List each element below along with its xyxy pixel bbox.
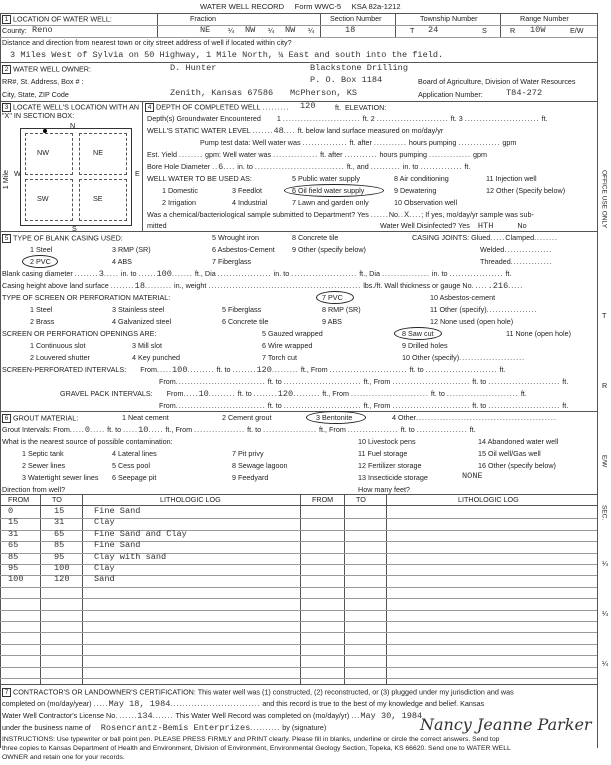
src-5: 5 Cess pool xyxy=(112,461,150,470)
form-title xyxy=(200,3,401,12)
src-3: 3 Watertight sewer lines xyxy=(22,473,99,482)
screen-1: 1 Steel xyxy=(30,305,53,314)
yield-line: Est. Yield ........ gpm: Well water was ............... ft. after ........... hours pumping .............. gpm xyxy=(147,150,487,159)
gravel-from-value: 10 xyxy=(198,389,209,399)
screen-6: 6 Concrete tile xyxy=(222,317,269,326)
screen-7-circle xyxy=(316,291,354,304)
side-q1: ¼ xyxy=(602,559,608,568)
gravel-line-1: GRAVEL PACK INTERVALS: From.....10......... ft. to ........120......... ft., From .......................... ft. to ........................ ft. xyxy=(60,389,527,399)
grout-label: 6 GROUT MATERIAL: xyxy=(2,414,78,423)
use-3: 3 Feedlot xyxy=(232,186,262,195)
box-value: P. O. Box 1184 xyxy=(310,75,383,85)
chem-x: X xyxy=(404,210,410,220)
threaded-label: Threaded.............. xyxy=(480,257,553,266)
src-13: 13 Insecticide storage xyxy=(358,473,428,482)
log-from-cell: 85 xyxy=(8,551,19,562)
dir-label: Direction from well? xyxy=(2,485,66,494)
open-1: 1 Continuous slot xyxy=(30,341,86,350)
screen-8: 8 RMP (SR) xyxy=(322,305,361,314)
casing-7: 7 Fiberglass xyxy=(212,257,252,266)
se-label: SE xyxy=(93,194,103,203)
side-q3: ¼ xyxy=(602,659,608,668)
log-description-cell: Fine Sand xyxy=(94,506,141,516)
use-6: 6 Oil field water supply xyxy=(292,186,365,195)
use-9: 9 Dewatering xyxy=(394,186,437,195)
log-to-cell: 100 xyxy=(54,563,70,573)
log-rule xyxy=(0,530,597,531)
quarter-1: ¼ xyxy=(228,26,234,35)
disinf-value: HTH xyxy=(477,221,494,231)
business-line: under the business name of Rosencrantz-Bemis Enterprizes.......... by (signature) xyxy=(2,723,327,733)
section-box xyxy=(20,128,132,226)
gw-line: Depth(s) Groundwater Encountered 1 .......................... ft. 2 ........................ ft. 3 ......................... ft. xyxy=(147,114,548,123)
section-label: Section Number xyxy=(330,14,382,23)
src-6: 6 Seepage pit xyxy=(112,473,157,482)
open-3: 3 Mill slot xyxy=(132,341,162,350)
gravel-to-value: 120 xyxy=(277,389,294,399)
grout-3: 3 Bentonite xyxy=(316,413,353,422)
s2-label: 2 WATER WELL OWNER: xyxy=(2,65,91,74)
src-16: 16 Other (specify below) xyxy=(478,461,556,470)
county-label: County: xyxy=(2,26,27,35)
screen-4: 4 Galvanized steel xyxy=(112,317,172,326)
log-litho-header: LITHOLOGIC LOG xyxy=(160,495,221,504)
fraction-label: Fraction xyxy=(190,14,216,23)
src-1: 1 Septic tank xyxy=(22,449,64,458)
open-8: 8 Saw cut xyxy=(402,329,434,338)
use-label: WELL WATER TO BE USED AS: xyxy=(147,174,252,183)
log-from-header: FROM xyxy=(8,495,30,504)
log-rule xyxy=(0,541,597,542)
instructions-3: OWNER and retain one for your records. xyxy=(2,754,125,761)
log-to-cell: 95 xyxy=(54,551,65,562)
use-12: 12 Other (Specify below) xyxy=(486,186,566,195)
quarter-2: ¼ xyxy=(268,26,274,35)
log-rule xyxy=(0,587,597,588)
src-14: 14 Abandoned water well xyxy=(478,437,559,446)
src-11: 11 Fuel storage xyxy=(358,449,408,458)
n-label: N xyxy=(70,121,76,130)
s3-label: 3 LOCATE WELL'S LOCATION WITH AN "X" IN SECTION BOX: xyxy=(2,102,140,120)
perf-line-2: From.............................. ft. to .......................... ft., From .......................... ft. to ........................ ft. xyxy=(159,377,569,386)
use-4: 4 Industrial xyxy=(232,198,268,207)
grout-1: 1 Neat cement xyxy=(122,413,169,422)
src-label: What is the nearest source of possible contamination: xyxy=(2,437,173,446)
township-value: 24 xyxy=(428,25,439,35)
open-2: 2 Louvered shutter xyxy=(30,353,90,362)
dia-line: Blank casing diameter ........3..... in. to ......100....... ft., Dia .................. in. to ...................... ft., Dia ................ in. to .................. ft. xyxy=(2,269,512,279)
use-5: 5 Public water supply xyxy=(292,174,360,183)
casing-4: 4 ABS xyxy=(112,257,132,266)
office-use-label: OFFICE USE ONLY xyxy=(600,170,608,229)
casing-9: 9 Other (specify below) xyxy=(292,245,366,254)
nw-label: NW xyxy=(37,148,49,157)
log-from-header-2: FROM xyxy=(312,495,334,504)
log-from-cell: 31 xyxy=(8,528,19,539)
grout-intervals: Grout Intervals: From.....0..... ft. to .....10..... ft., From ................. ft. to .................. ft., From ................. ft. to ................. ft. xyxy=(2,425,476,435)
owner-value: D. Hunter xyxy=(170,63,217,73)
casing-8: 8 Concrete tile xyxy=(292,233,339,242)
quarter-3: ¼ xyxy=(308,26,314,35)
s-label: S xyxy=(482,26,487,35)
log-from-cell: 95 xyxy=(8,563,19,573)
log-litho-header-2: LITHOLOGIC LOG xyxy=(458,495,519,504)
disinf-line: Water Well Disinfected? Yes HTH No xyxy=(380,221,527,231)
range-label: Range Number xyxy=(520,14,569,23)
screen-12: 12 None used (open hole) xyxy=(430,317,514,326)
log-description-cell: Sand xyxy=(94,574,115,585)
app-value: T84-272 xyxy=(506,88,543,98)
fraction-3: NW xyxy=(285,25,296,35)
distance-label: Distance and direction from nearest town or city street address of well if located within city? xyxy=(2,38,292,47)
log-to-cell: 85 xyxy=(54,540,65,551)
src-10: 10 Livestock pens xyxy=(358,437,416,446)
screen-9: 9 ABS xyxy=(322,317,342,326)
open-9: 9 Drilled holes xyxy=(402,341,448,350)
howmany-label: How many feet? xyxy=(358,485,410,494)
log-rule xyxy=(0,667,597,668)
open-5: 5 Gauzed wrapped xyxy=(262,329,323,338)
ew-label: E/W xyxy=(570,26,584,35)
instructions-1: INSTRUCTIONS: Use typewriter or ball point pen. PLEASE PRESS FIRMLY and PRINT clearly. Please fill in blanks, underline or circle the correct answers. Send top xyxy=(2,736,500,743)
side-r: R xyxy=(602,381,608,390)
e-label: E xyxy=(135,169,140,178)
welded-label: Welded................ xyxy=(480,245,553,254)
use-11: 11 Injection well xyxy=(486,174,537,183)
use-7: 7 Lawn and garden only xyxy=(292,198,369,207)
use-6-circle xyxy=(284,184,384,197)
log-rule xyxy=(0,644,597,645)
bore-line: Bore Hole Diameter ..6.... in. to .............................. ft., and .......... in. to .............. ft. xyxy=(147,162,471,172)
app-label: Application Number: xyxy=(418,90,483,99)
log-rule xyxy=(0,575,597,576)
gauge-value: .216 xyxy=(487,281,509,291)
open-10: 10 Other (specify)...................... xyxy=(402,353,526,362)
township-label: Township Number xyxy=(420,14,478,23)
sw-label: SW xyxy=(37,194,49,203)
open-4: 4 Key punched xyxy=(132,353,180,362)
business-value: Rosencrantz-Bemis Enterprizes xyxy=(100,723,251,733)
log-description-cell: Clay xyxy=(94,517,115,528)
screen-11: 11 Other (specify)................. xyxy=(430,305,538,314)
mile-label: 1 Mile xyxy=(1,170,10,190)
company-value: Blackstone Drilling xyxy=(310,63,408,73)
src-9: 9 Feedyard xyxy=(232,473,269,482)
open-11: 11 None (open hole) xyxy=(506,329,571,338)
record-date-value: May 30, 1984 xyxy=(360,711,423,721)
grout-4: 4 Other............................................... xyxy=(392,413,557,422)
screen-5: 5 Fiberglass xyxy=(222,305,262,314)
side-sec: SEC. xyxy=(600,505,608,521)
log-to-header: TO xyxy=(52,495,62,504)
log-description-cell: Fine Sand xyxy=(94,540,141,551)
rr-label: RR#, St. Address, Box # : xyxy=(2,77,84,86)
log-from-cell: 65 xyxy=(8,540,19,551)
city-value: Zenith, Kansas 67586 xyxy=(170,88,274,98)
county-value: Reno xyxy=(32,25,53,35)
perf-line-1: SCREEN-PERFORATED INTERVALS: From.....100......... ft. to ........120......... ft., From .......................... ft. to ........................ ft. xyxy=(2,365,506,375)
log-rule xyxy=(0,518,597,519)
grout-3-circle xyxy=(306,411,366,424)
fraction-1: NE xyxy=(200,25,211,35)
src-7: 7 Pit privy xyxy=(232,449,264,458)
log-rule xyxy=(0,655,597,656)
location-dot xyxy=(43,129,47,133)
casing-1: 1 Steel xyxy=(30,245,53,254)
log-description-cell: Clay xyxy=(94,563,115,573)
range-value: 10W xyxy=(530,25,546,35)
log-to-header-2: TO xyxy=(356,495,366,504)
log-rule xyxy=(0,610,597,611)
casing-label: 5 TYPE OF BLANK CASING USED: xyxy=(2,234,123,243)
s-dir-label: S xyxy=(72,224,77,233)
none-value: NONE xyxy=(462,471,483,481)
license-value: 134 xyxy=(137,711,153,721)
r-label: R xyxy=(510,26,516,35)
open-7: 7 Torch cut xyxy=(262,353,298,362)
completed-value: May 18, 1984 xyxy=(108,699,171,709)
joints-line: CASING JOINTS: Glued.....Clamped........ xyxy=(412,233,559,242)
instructions-2: three copies to Kansas Department of Health and Environment, Division of Environment, Environmental Geology Section, Topeka, KS 66620. Send one to WATER WELL xyxy=(2,745,511,752)
casing-6: 6 Asbestos-Cement xyxy=(212,245,275,254)
license-line: Water Well Contractor's License No. ......134....... This Water Well Record was completed on (mo/day/yr) ...May 30, 1984 xyxy=(2,711,423,721)
board-label: Board of Agriculture, Division of Water Resources xyxy=(418,77,576,86)
title: WATER WELL RECORD xyxy=(200,2,285,11)
depth-value: 120 xyxy=(300,101,316,111)
gravel-line-2: From.............................. ft. to .......................... ft., From .......................... ft. to ........................ ft. xyxy=(159,401,569,410)
pump-line: Pump test data: Well water was ............... ft. after ........... hours pumping .............. gpm xyxy=(200,138,517,147)
chem-line: Was a chemical/bacteriological sample submitted to Department? Yes ......No..X....; If yes, mo/day/yr sample was sub- xyxy=(147,210,534,220)
casing-2: 2 PVC xyxy=(30,257,51,266)
mitted-label: mitted xyxy=(147,221,167,230)
depth-line: 4 DEPTH OF COMPLETED WELL ......... xyxy=(145,103,289,112)
cert-line: 7 CONTRACTOR'S OR LANDOWNER'S CERTIFICATION: This water well was (1) constructed, (2) reconstructed, or (3) plugged under my jurisdiction and was xyxy=(2,688,514,697)
log-rule xyxy=(0,621,597,622)
use-8: 8 Air conditioning xyxy=(394,174,449,183)
section-value: 18 xyxy=(345,25,356,35)
open-6: 6 Wire wrapped xyxy=(262,341,313,350)
src-8: 8 Sewage lagoon xyxy=(232,461,288,470)
bore-value: 6 xyxy=(218,162,224,172)
casing-3: 3 RMP (SR) xyxy=(112,245,151,254)
perf-to-value: 120 xyxy=(256,365,272,375)
screen-7: 7 PVC xyxy=(322,293,343,302)
screen-2: 2 Brass xyxy=(30,317,55,326)
height-value: 18 xyxy=(134,281,145,291)
log-rule xyxy=(0,632,597,633)
depth-ft: ft. ELEVATION: xyxy=(335,103,387,112)
ne-label: NE xyxy=(93,148,103,157)
height-line: Casing height above land surface ........18......... in., weight ................................................... lbs./ft. Wall thickness or gauge No. .....216..... xyxy=(2,281,524,291)
dia-value: 3 xyxy=(98,269,104,279)
gi-to-value: 10 xyxy=(138,425,149,435)
log-description-cell: Fine Sand and Clay xyxy=(94,528,187,539)
log-to-cell: 65 xyxy=(54,528,65,539)
static-value: 48 xyxy=(273,126,284,136)
side-t: T xyxy=(602,311,607,320)
casing-5: 5 Wrought iron xyxy=(212,233,260,242)
screen-label: TYPE OF SCREEN OR PERFORATION MATERIAL: xyxy=(2,293,171,302)
screen-10: 10 Asbestos-cement xyxy=(430,293,496,302)
city-label: City, State, ZIP Code xyxy=(2,90,69,99)
distance-value: 3 Miles West of Sylvia on 50 Highway, 1 Mile North, ¼ East and south into the field. xyxy=(10,50,444,60)
use-1: 1 Domestic xyxy=(162,186,198,195)
side-ew: E/W xyxy=(600,455,608,468)
src-4: 4 Lateral lines xyxy=(112,449,157,458)
s1-label: 1 LOCATION OF WATER WELL: xyxy=(2,15,112,24)
log-to-cell: 120 xyxy=(54,574,70,585)
use-2: 2 Irrigation xyxy=(162,198,196,207)
log-to-cell: 15 xyxy=(54,506,65,516)
side-q2: ¼ xyxy=(602,609,608,618)
completed-line: completed on (mo/day/year) .....May 18, 1984.............................. and this record is true to the best of my knowledge and belief. Kansas xyxy=(2,699,485,709)
log-from-cell: 100 xyxy=(8,574,24,585)
ksa-number: KSA 82a-1212 xyxy=(351,2,401,11)
perf-from-value: 100 xyxy=(172,365,188,375)
t-label: T xyxy=(410,26,415,35)
src-15: 15 Oil well/Gas well xyxy=(478,449,541,458)
log-description-cell: Clay with sand xyxy=(94,551,167,562)
log-from-cell: 15 xyxy=(8,517,19,528)
log-rule xyxy=(0,564,597,565)
src-2: 2 Sewer lines xyxy=(22,461,66,470)
screen-3: 3 Stainless steel xyxy=(112,305,165,314)
grout-2: 2 Cement grout xyxy=(222,413,272,422)
static-line: WELL'S STATIC WATER LEVEL .......48.... ft. below land surface measured on mo/day/yr xyxy=(147,126,444,136)
log-rule xyxy=(0,598,597,599)
open-8-circle xyxy=(394,327,442,340)
dia-to-value: 100 xyxy=(156,269,172,279)
open-label: SCREEN OR PERFORATION OPENINGS ARE: xyxy=(2,329,157,338)
signature: Nancy Jeanne Parker xyxy=(420,715,592,734)
log-from-cell: 0 xyxy=(8,506,14,516)
use-10: 10 Observation well xyxy=(394,198,458,207)
casing-2-circle xyxy=(22,255,58,268)
src-12: 12 Fertilizer storage xyxy=(358,461,422,470)
log-to-cell: 31 xyxy=(54,517,65,528)
fraction-2: NW xyxy=(245,25,256,35)
city2-value: McPherson, KS xyxy=(290,88,358,98)
w-label: W xyxy=(14,169,21,178)
log-rule xyxy=(0,678,597,679)
gi-from-value: 0 xyxy=(84,425,91,435)
log-rule xyxy=(0,553,597,554)
form-number: Form WWC-5 xyxy=(294,2,342,11)
